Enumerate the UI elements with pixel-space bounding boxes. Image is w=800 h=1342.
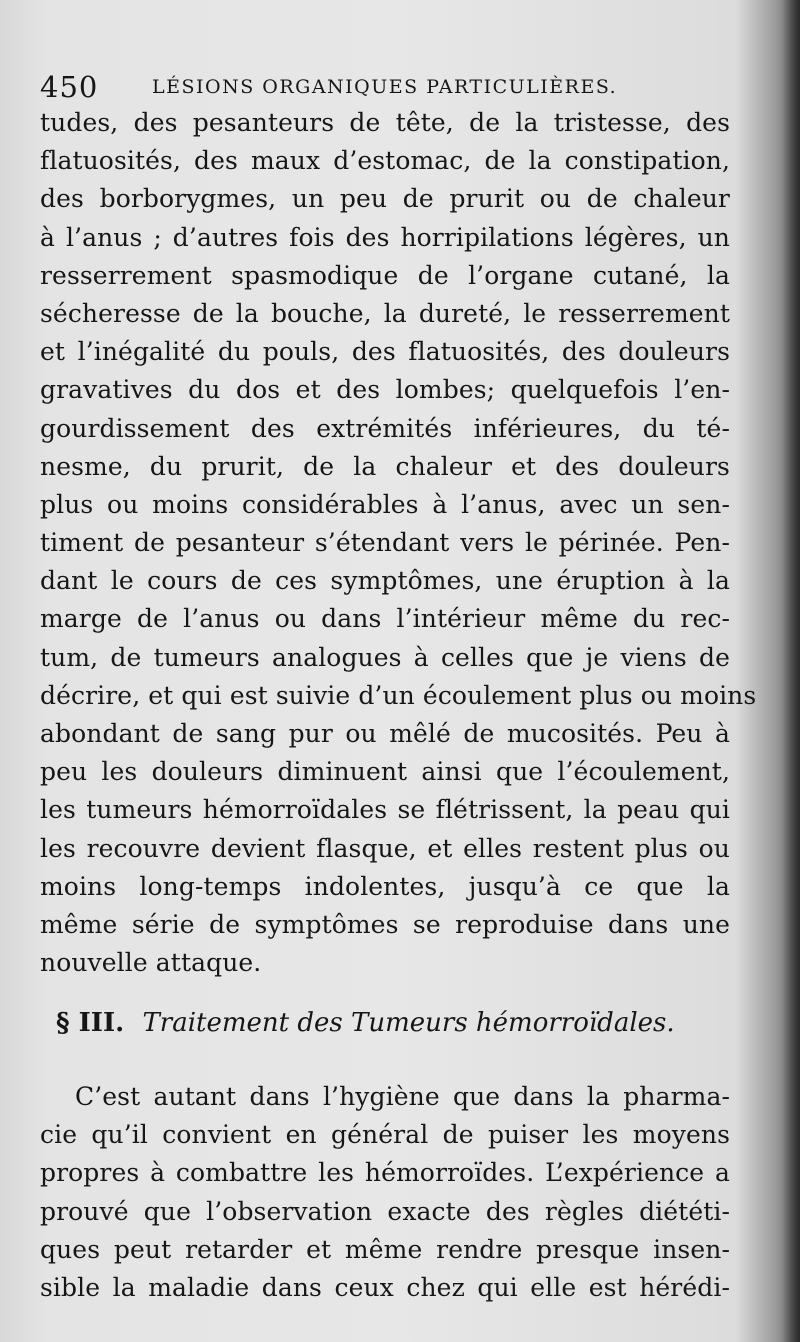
text-line: plus ou moins considérables à l’anus, avec un sen- xyxy=(40,489,730,519)
text-line: tudes, des pesanteurs de tête, de la tristesse, des xyxy=(40,108,730,137)
text-line: les tumeurs hémorroïdales se flétrissent, la peau qui xyxy=(40,795,730,825)
text-line: sible la maladie dans ceux chez qui elle est hérédi- xyxy=(40,1272,730,1302)
text-line: tum, de tumeurs analogues à celles que je viens de xyxy=(40,642,730,672)
text-line: les recouvre devient flasque, et elles restent plus ou xyxy=(40,833,730,863)
text-line: à l’anus ; d’autres fois des horripilations légères, un xyxy=(40,222,730,252)
paragraph-continued xyxy=(40,104,757,982)
text-line: ques peut retarder et même rendre presque insen- xyxy=(40,1234,730,1264)
running-head: LÉSIONS ORGANIQUES PARTICULIÈRES. xyxy=(152,76,618,98)
text-line: dant le cours de ces symptômes, une éruption à la xyxy=(40,566,730,596)
text-line: propres à combattre les hémorroïdes. L’expérience a xyxy=(40,1158,730,1188)
text-line: nesme, du prurit, de la chaleur et des douleurs xyxy=(40,451,730,481)
text-line: timent de pesanteur s’étendant vers le périnée. Pen- xyxy=(40,528,730,558)
text-line: décrire, et qui est suivie d’un écoulement plus ou moins xyxy=(40,680,757,710)
text-line: prouvé que l’observation exacte des règles diététi- xyxy=(40,1196,730,1226)
text-line: flatuosités, des maux d’estomac, de la constipation, xyxy=(40,146,730,176)
text-line: des borborygmes, un peu de prurit ou de chaleur xyxy=(40,184,730,214)
section-number: § III. xyxy=(56,1008,125,1038)
text-line: et l’inégalité du pouls, des flatuosités, des douleurs xyxy=(40,337,730,367)
text-line: nouvelle attaque. xyxy=(40,948,262,978)
text-line: abondant de sang pur ou mêlé de mucosités. Peu à xyxy=(40,719,730,748)
text-line: sécheresse de la bouche, la dureté, le resserrement xyxy=(40,298,730,328)
section-heading xyxy=(56,1008,736,1052)
text-line: moins long-temps indolentes, jusqu’à ce que la xyxy=(40,871,730,901)
text-line: peu les douleurs diminuent ainsi que l’écoulement, xyxy=(40,757,730,787)
text-line: resserrement spasmodique de l’organe cutané, la xyxy=(40,260,730,290)
text-line: gourdissement des extrémités inférieures, du té- xyxy=(40,413,730,443)
paragraph-new xyxy=(40,1078,730,1307)
text-line: gravatives du dos et des lombes; quelquefois l’en- xyxy=(40,375,730,405)
text-line: marge de l’anus ou dans l’intérieur même du rec- xyxy=(40,604,730,634)
text-line: cie qu’il convient en général de puiser les moyens xyxy=(40,1120,730,1150)
page-number: 450 xyxy=(40,70,99,104)
section-title: Traitement des Tumeurs hémorroïdales. xyxy=(142,1008,675,1038)
text-line: C’est autant dans l’hygiène que dans la pharma- xyxy=(75,1082,730,1111)
text-line: même série de symptômes se reproduise dans une xyxy=(40,909,730,939)
